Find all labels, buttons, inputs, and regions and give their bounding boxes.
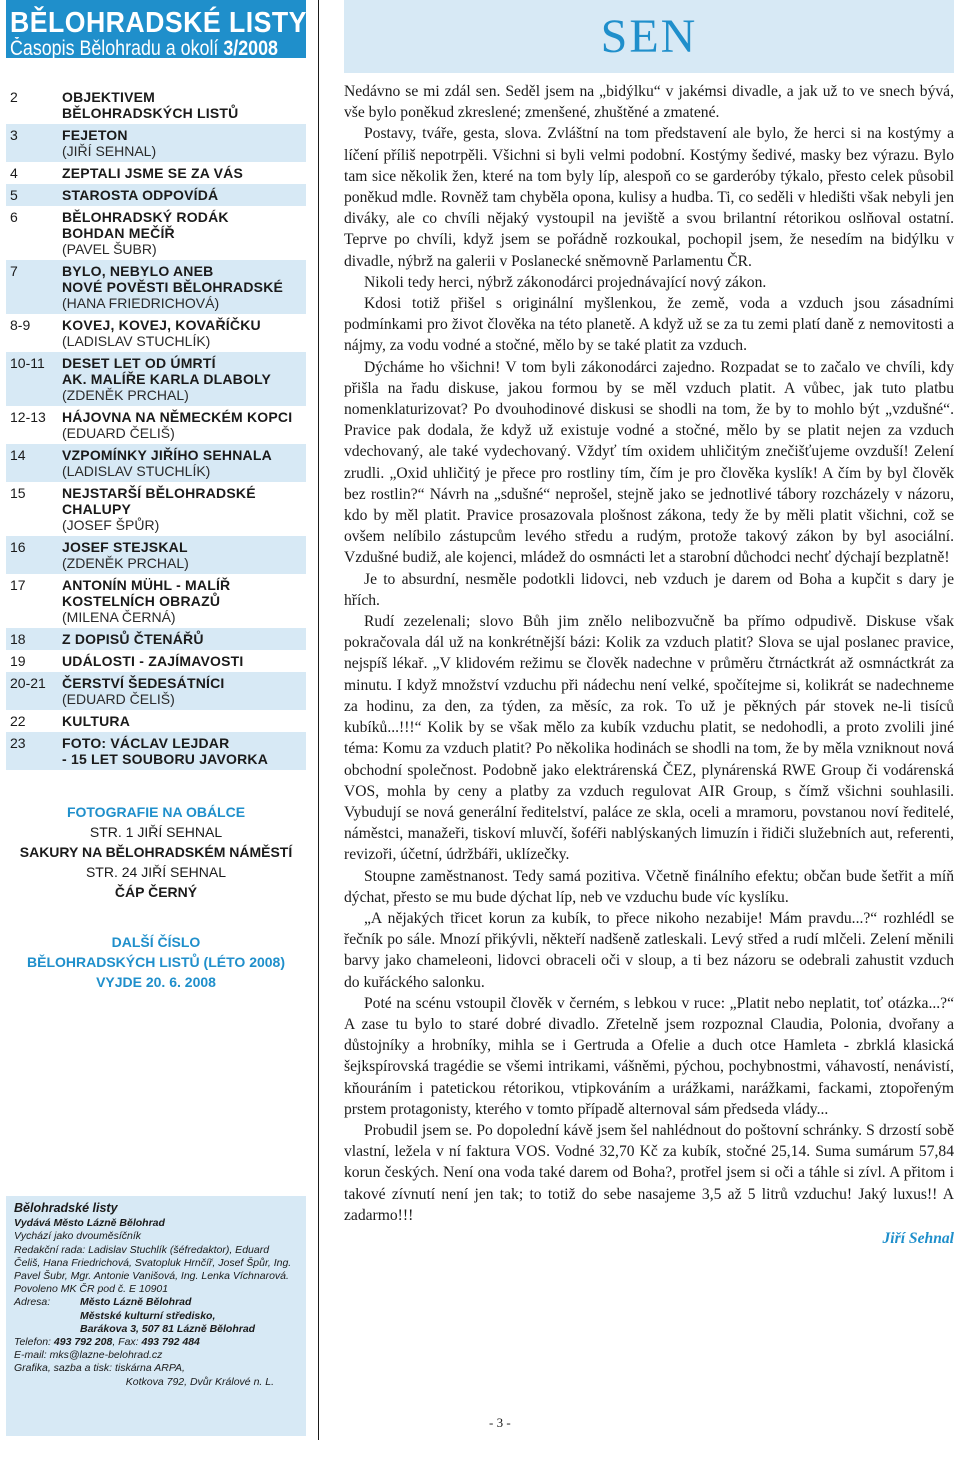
- toc-item: [6, 536, 306, 574]
- address-line-1: Město Lázně Bělohrad: [80, 1296, 192, 1309]
- imprint-print-1: Grafika, sazba a tisk: tiskárna ARPA,: [14, 1362, 185, 1375]
- table-of-contents: [6, 86, 306, 770]
- cover-line-3: STR. 24 JIŘÍ SEHNAL: [85, 864, 227, 880]
- article-title-box: [344, 0, 954, 73]
- toc-page: 8-9: [10, 317, 31, 333]
- imprint-publisher: Vydává Město Lázně Bělohrad: [14, 1217, 165, 1230]
- toc-page: 19: [10, 653, 26, 669]
- toc-item: [6, 444, 306, 482]
- article-paragraph: Dýcháme ho všichni! V tom byli zákonodárci zajedno. Rozpadat se to začalo ve chvíli, kdy přišla na řadu diskuse, jakou formou by se měl vzduch platit. A vůbec, jak tuto platbu nomenklaturizovat? Po dvouhodinové diskusi se shodli na tom, že by to mohlo být „vzdušné“. Pravice pak dodala, že když už existuje vodné a stočné, mělo by se platit nejen za vzduch vdechovaný, ale také vydechovaný. Vždyť tím oxidem uhličitým znečišťujeme ovzduší! Zelení zrudli. „Oxid uhličitý je přece pro rostliny tím, čím je pro člověka kyslík! A čím by byl člověk bez rostlin?“ Návrh na „sdušné“ neprošel, stejně jako se jednotlivé tábory rozcházely v názoru, kdo by měl platit. Pravice prosazovala plošnost zákona, tedy že by měli platit všichni, což se ovšem nelíbilo zástupcům levého středu a rudým, protože takový zákon by byl asociální. Vzdušné budiž, ale kojenci, mládež do osmnácti let a starobní důchodci nechť dýchají bezplatně!: [344, 358, 954, 567]
- toc-item: [6, 184, 306, 206]
- toc-author: (ZDENĚK PRCHAL): [62, 555, 189, 571]
- article-paragraph: Probudil jsem se. Po dopolední kávě jsem šel nahlédnout do poštovní schránky. S drzostí sobě vlastní, ležela v ní faktura VOS. Vodné 32,70 Kč za kubík, stočné 25,14. Suma sumárum 57,84 korun českých. Není ona voda také darem od Boha?, protřel jsem si oči a táhle si zívl. A přitom i takové zívnutí není jen tak; to totiž do sebe nasajeme 3,5 až 5 litrů vzduchu! Jaký luxus!! A zadarmo!!!: [344, 1121, 954, 1224]
- toc-item: [6, 732, 306, 770]
- toc-item: [6, 352, 306, 406]
- toc-title: NEJSTARŠÍ BĚLOHRADSKÉ CHALUPY: [62, 485, 256, 517]
- toc-title: VZPOMÍNKY JIŘÍHO SEHNALA: [62, 447, 272, 463]
- cover-info: [6, 802, 306, 992]
- toc-page: 17: [10, 577, 26, 593]
- toc-author: (PAVEL ŠUBR): [62, 241, 157, 257]
- toc-author: (EDUARD ČELIŠ): [62, 691, 175, 707]
- cover-line-4: ČÁP ČERNÝ: [114, 884, 198, 900]
- imprint-phone: Telefon: 493 792 208, Fax: 493 792 484: [14, 1336, 200, 1349]
- article-paragraph: Nedávno se mi zdál sen. Seděl jsem na „bidýlku“ v jakémsi divadle, a jak už to ve snech bývá, vše bylo poněkud zkreslené; zmenšené, zhuštěné a zmatené.: [344, 83, 954, 122]
- toc-item: [6, 260, 306, 314]
- article-paragraph: Je to absurdní, nesměle podotkli lidovci, neb vzduch je darem od Boha a kupčit s dary je hřích.: [344, 570, 954, 609]
- toc-title: JOSEF STEJSKAL: [62, 539, 188, 555]
- toc-page: 22: [10, 713, 26, 729]
- toc-author: (HANA FRIEDRICHOVÁ): [62, 295, 220, 311]
- toc-page: 3: [10, 127, 18, 143]
- toc-title: FOTO: VÁCLAV LEJDAR - 15 LET SOUBORU JAVORKA: [62, 735, 269, 767]
- phone-number: 493 792 208: [53, 1336, 113, 1349]
- issue-number: 3/2008: [223, 37, 278, 60]
- toc-title: UDÁLOSTI - ZAJÍMAVOSTI: [62, 653, 244, 669]
- next-issue-heading: DALŠÍ ČÍSLO: [111, 934, 201, 950]
- imprint-box: [6, 1196, 306, 1436]
- imprint-permit: Povoleno MK ČR pod č. E 10901: [14, 1283, 169, 1296]
- imprint-name: Bělohradské listy: [14, 1201, 118, 1215]
- fax-label: Fax:: [118, 1336, 139, 1349]
- toc-author: (LADISLAV STUCHLÍK): [62, 463, 211, 479]
- article-author: Jiří Sehnal: [882, 1229, 954, 1247]
- toc-author: (EDUARD ČELIŠ): [62, 425, 175, 441]
- toc-item: [6, 574, 306, 628]
- toc-item: [6, 628, 306, 650]
- address-line-2: Městské kulturní středisko,: [80, 1309, 216, 1322]
- toc-page: 2: [10, 89, 18, 105]
- toc-item: [6, 86, 306, 124]
- toc-page: 16: [10, 539, 26, 555]
- toc-author: (JOSEF ŠPŮR): [62, 517, 160, 533]
- toc-page: 12-13: [10, 409, 46, 425]
- toc-author: (MILENA ČERNÁ): [62, 609, 176, 625]
- article-body: [344, 81, 954, 1226]
- toc-title: OBJEKTIVEM BĚLOHRADSKÝCH LISTŮ: [62, 89, 239, 121]
- article-title: SEN: [600, 10, 698, 63]
- toc-item: [6, 124, 306, 162]
- toc-item: [6, 650, 306, 672]
- phone-label: Telefon:: [14, 1336, 51, 1349]
- toc-author: (ZDENĚK PRCHAL): [62, 387, 189, 403]
- toc-item: [6, 314, 306, 352]
- toc-item: [6, 672, 306, 710]
- toc-page: 18: [10, 631, 26, 647]
- toc-title: ZEPTALI JSME SE ZA VÁS: [62, 165, 243, 181]
- toc-author: (LADISLAV STUCHLÍK): [62, 333, 211, 349]
- toc-item: [6, 482, 306, 536]
- toc-item: [6, 206, 306, 260]
- subtitle-text: Časopis Bělohradu a okolí: [10, 37, 219, 60]
- toc-item: [6, 162, 306, 184]
- left-column: [6, 0, 306, 992]
- toc-page: 7: [10, 263, 18, 279]
- address-label: Adresa:: [14, 1296, 51, 1309]
- toc-title: KULTURA: [62, 713, 131, 729]
- toc-title: Z DOPISŮ ČTENÁŘŮ: [62, 631, 204, 647]
- toc-page: 14: [10, 447, 26, 463]
- article-paragraph: „A nějakých třicet korun za kubík, to přece nikoho nezabije! Mám pravdu...?“ rozhlédl se řečník po sále. Mnozí přikývli, někteří nadšeně zatleskali. Levý střed a rudí mlčeli. Zelení měnili barvy jako chameleoni, lidovci obraceli oči v sloup, a ti bez názoru se odebrali zahustit vzduch do kuřáckého salonku.: [344, 909, 954, 991]
- toc-page: 23: [10, 735, 26, 751]
- masthead-subtitle: [10, 37, 278, 60]
- next-issue-line-1: BĚLOHRADSKÝCH LISTŮ (LÉTO 2008): [27, 954, 285, 970]
- address-line-3: Barákova 3, 507 81 Lázně Bělohrad: [80, 1322, 256, 1335]
- cover-line-1: STR. 1 JIŘÍ SEHNAL: [89, 824, 223, 840]
- imprint-frequency: Vychází jako dvouměsíčník: [14, 1230, 142, 1243]
- imprint-email: E-mail: mks@lazne-belohrad.cz: [14, 1349, 163, 1362]
- column-divider: [318, 0, 319, 1440]
- toc-title: ČERSTVÍ ŠEDESÁTNÍCI: [62, 675, 225, 691]
- toc-item: [6, 406, 306, 444]
- toc-page: 15: [10, 485, 26, 501]
- toc-title: STAROSTA ODPOVÍDÁ: [62, 187, 219, 203]
- toc-page: 4: [10, 165, 18, 181]
- article-paragraph: Rudí zezelenali; slovo Bůh jim znělo nelibozvučně ba přímo odpudivě. Diskuse však pokračovala dál už na konkrétnější bázi: Kolik za vzduch platit? Slova se ujal poslanec pravice, nejspíš lékař. „V klidovém režimu se člověk nadechne v průměru čtrnáctkrát až osmnáctkrát za minutu. I když množství vzduchu při nádechu není velké, spočítejme si, kolikrát se nadechneme za hodinu, za den, za týden, za měsíc, za rok. To už je pěkných pár stovek ne-li tisíců kubíků...!!!“ Kolik by se však mělo za kubík vzduchu platit, se nedohodli, a proto zvolili jiné téma: Komu za vzduch platit? Po několika hodinách se shodli na tom, že by měla vzniknout nová obchodní společnost. Podobně jako elektrárenská ČEZ, plynárenská RWE Group či vodárenská VOS, mohla by ceny a platby za vzduch regulovat AIR Group, s čímž všichni souhlasili. Vybudují se nová generální ředitelství, paláce ze skla, oceli a mramoru, povstanou noví ředitelé, náměstci, manažeři, tiskoví mluvčí, šoféři nablýskaných limuzín i řidiči služebních aut, referenti, revizoři, účetní, údržbáři, uklízečky.: [344, 613, 954, 864]
- imprint-board: Redakční rada: Ladislav Stuchlík (šéfredaktor), Eduard Čeliš, Hana Friedrichová, Svatopluk Hrnčíř, Josef Špůr, Ing. Pavel Šubr, Mgr. Antonie Vanišová, Ing. Lenka Víchnarová.: [14, 1243, 292, 1283]
- cover-heading: FOTOGRAFIE NA OBÁLCE: [66, 804, 246, 820]
- fax-number: 493 792 484: [141, 1336, 200, 1349]
- toc-title: DESET LET OD ÚMRTÍ AK. MALÍŘE KARLA DLABOLY: [62, 355, 272, 387]
- article-paragraph: Postavy, tváře, gesta, slova. Zvláštní na tom představení ale bylo, že herci si na kostýmy a líčení příliš nepotrpěli. Všichni si byli velmi podobní. Kostýmy šedivé, masky bez výrazu. Bylo tam sice několik žen, které na tom byly líp, alespoň co se garderóby týkalo, přesto celek působil poněkud mdle. Rovněž tam chyběla opona, kulisy a hudba. Ti, co seděli v hledišti však nebyli jen diváky, ale co chvíli nějaký vystoupil na jeviště a svou brilantní rétorikou oslňoval ostatní. Teprve po chvíli, když jsem se pořádně rozkoukal, pochopil jsem, že nesedím na bidýlku v divadle, nýbrž na galerii v Poslanecké sněmovně Parlamentu ČR.: [344, 125, 954, 270]
- article-paragraph: Nikoli tedy herci, nýbrž zákonodárci projednávající nový zákon.: [364, 273, 767, 291]
- toc-title: HÁJOVNA NA NĚMECKÉM KOPCI: [62, 409, 293, 425]
- toc-title: BĚLOHRADSKÝ RODÁK BOHDAN MEČÍŘ: [62, 209, 229, 241]
- toc-title: KOVEJ, KOVEJ, KOVAŘÍČKU: [62, 317, 261, 333]
- toc-item: [6, 710, 306, 732]
- imprint-print-2: Kotkova 792, Dvůr Králové n. L.: [125, 1375, 274, 1388]
- cover-line-2: SAKURY NA BĚLOHRADSKÉM NÁMĚSTÍ: [19, 844, 293, 860]
- toc-page: 6: [10, 209, 18, 225]
- toc-page: 20-21: [10, 675, 46, 691]
- article-paragraph: Poté na scénu vstoupil člověk v černém, s lebkou v ruce: „Platit nebo neplatit, toť otázka...?“ A zase tu bylo to staré dobré divadlo. Zřetelně jsem rozpoznal Claudia, Polonia, dvořany a důstojníky a hrobníky, mihla se i Gertruda a Ofelie a duch otce Hamleta - zbrklá klasická šejkspírovská tragédie se všemi intrikami, vášněmi, pýchou, pochybnostmi, váhavostí, nenávistí, kňouráním i patetickou rétorikou, vtipkováním a urážkami, narážkami, fackami, ztopořeným prstem protagonisty, kterého v tomto případě alternoval sám předseda vlády...: [344, 994, 954, 1118]
- article-paragraph: Stoupne zaměstnanost. Tedy samá pozitiva. Včetně finálního efektu; občan bude šetřit a míň dýchat, přesto se mu bude dýchat líp, neb ve vzduchu bude víc kyslíku.: [344, 867, 954, 906]
- next-issue-line-2: VYJDE 20. 6. 2008: [96, 974, 216, 990]
- article-paragraph: Kdosi totiž přišel s originální myšlenkou, že země, voda a vzduch jsou zásadními podmínkami pro život člověka na této planetě. A když už se za tu zemi platí daně z nemovitosti a nájmy, za vodu vodné a stočné, mělo by se také platit za vzduch.: [344, 295, 954, 355]
- toc-title: FEJETON: [62, 127, 128, 143]
- toc-title: ANTONÍN MÜHL - MALÍŘ KOSTELNÍCH OBRAZŮ: [62, 577, 231, 609]
- masthead-title: BĚLOHRADSKÉ LISTY: [10, 7, 307, 39]
- right-column: [344, 0, 954, 1248]
- masthead: [6, 0, 306, 58]
- toc-page: 10-11: [10, 355, 45, 371]
- toc-title: BYLO, NEBYLO ANEB NOVÉ POVĚSTI BĚLOHRADSKÉ: [62, 263, 284, 295]
- toc-author: (JIŘÍ SEHNAL): [62, 143, 157, 159]
- page-number: - 3 -: [489, 1415, 511, 1430]
- toc-page: 5: [10, 187, 18, 203]
- imprint-address: [14, 1296, 298, 1309]
